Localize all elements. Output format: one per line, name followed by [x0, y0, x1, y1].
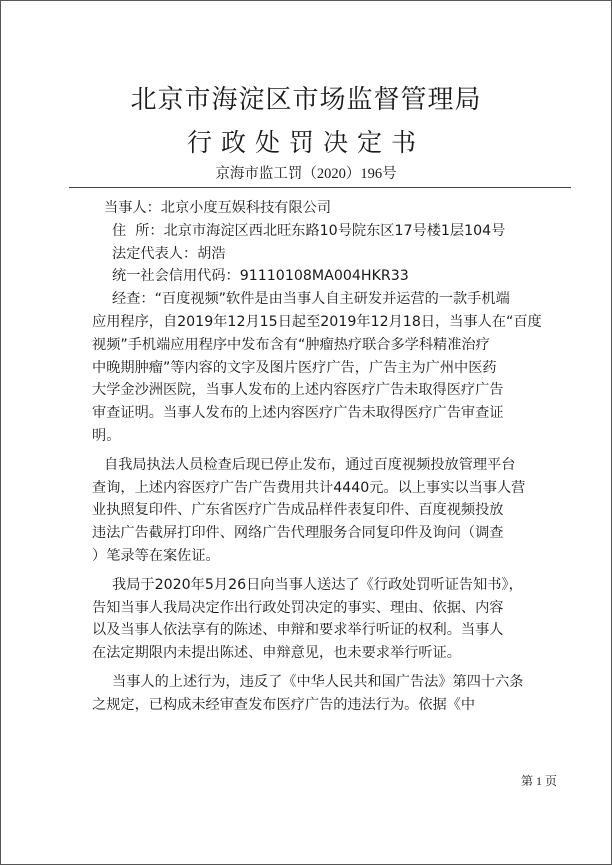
paragraph-investigation — [92, 288, 574, 448]
paragraph-line: 当事人的上述行为，违反了《中华人民共和国广告法》第四十六条 — [112, 673, 524, 690]
paragraph-hearing-notice — [92, 574, 574, 665]
paragraph-line: 视频”手机端应用程序中发布含有“肿瘤热疗联合多学科精准治疗 — [92, 336, 490, 353]
party-address: 住 所：北京市海淀区西北旺东路10号院东区17号楼1层104号 — [112, 222, 506, 239]
party-legal-rep: 法定代表人：胡浩 — [112, 245, 226, 262]
document-body — [92, 197, 574, 717]
paragraph-line: 经查：“百度视频”软件是由当事人自主研发并运营的一款手机端 — [112, 291, 510, 308]
paragraph-line: 应用程序，自2019年12月15日起至2019年12月18日，当事人在“百度 — [92, 313, 542, 330]
document-number: 京海市监工罚（2020）196号 — [215, 166, 397, 182]
header-divider — [69, 187, 571, 188]
paragraph-line: 之规定，已构成未经审查发布医疗广告的违法行为。依据《中 — [92, 696, 476, 713]
paragraph-line: ）笔录等在案佐证。 — [92, 547, 220, 564]
paragraph-line: 告知当事人我局决定作出行政处罚决定的事实、理由、依据、内容 — [92, 599, 504, 616]
paragraph-line: 业执照复印件、广东省医疗广告成品样件表复印件、百度视频投放 — [92, 502, 504, 519]
paragraph-line: 违法广告截屏打印件、网络广告代理服务合同复印件及询问（调查 — [92, 525, 504, 542]
paragraph-violation — [92, 671, 574, 717]
paragraph-line: 审查证明。当事人发布的上述内容医疗广告未取得医疗广告审查证 — [92, 405, 504, 422]
paragraph-line: 明。 — [92, 427, 121, 444]
paragraph-line: 大学金沙洲医院，当事人发布的上述内容医疗广告未取得医疗广告 — [92, 382, 504, 399]
party-credit-code: 统一社会信用代码：91110108MA004HKR33 — [112, 268, 409, 285]
paragraph-line: 中晚期肿瘤”等内容的文字及图片医疗广告，广告主为广州中医药 — [92, 359, 497, 376]
paragraph-line: 我局于2020年5月26日向当事人送达了《行政处罚听证告知书》， — [112, 576, 523, 593]
agency-title: 北京市海淀区市场监督管理局 — [130, 85, 482, 115]
paragraph-line: 以及当事人依法享有的陈述、申辩和要求举行听证的权利。当事人 — [92, 622, 504, 639]
party-name: 当事人：北京小度互娱科技有限公司 — [104, 200, 332, 216]
paragraph-line: 在法定期限内未提出陈述、申辩意见，也未要求举行听证。 — [92, 645, 461, 662]
paragraph-line: 自我局执法人员检查后现已停止发布，通过百度视频投放管理平台 — [104, 456, 516, 473]
document-type-title: 行政处罚决定书 — [186, 128, 425, 157]
paragraph-line: 查询，上述内容医疗广告广告费用共计4440元。以上事实以当事人营 — [92, 479, 526, 496]
page-number: 第 1 页 — [520, 774, 557, 788]
paragraph-evidence — [92, 454, 574, 568]
